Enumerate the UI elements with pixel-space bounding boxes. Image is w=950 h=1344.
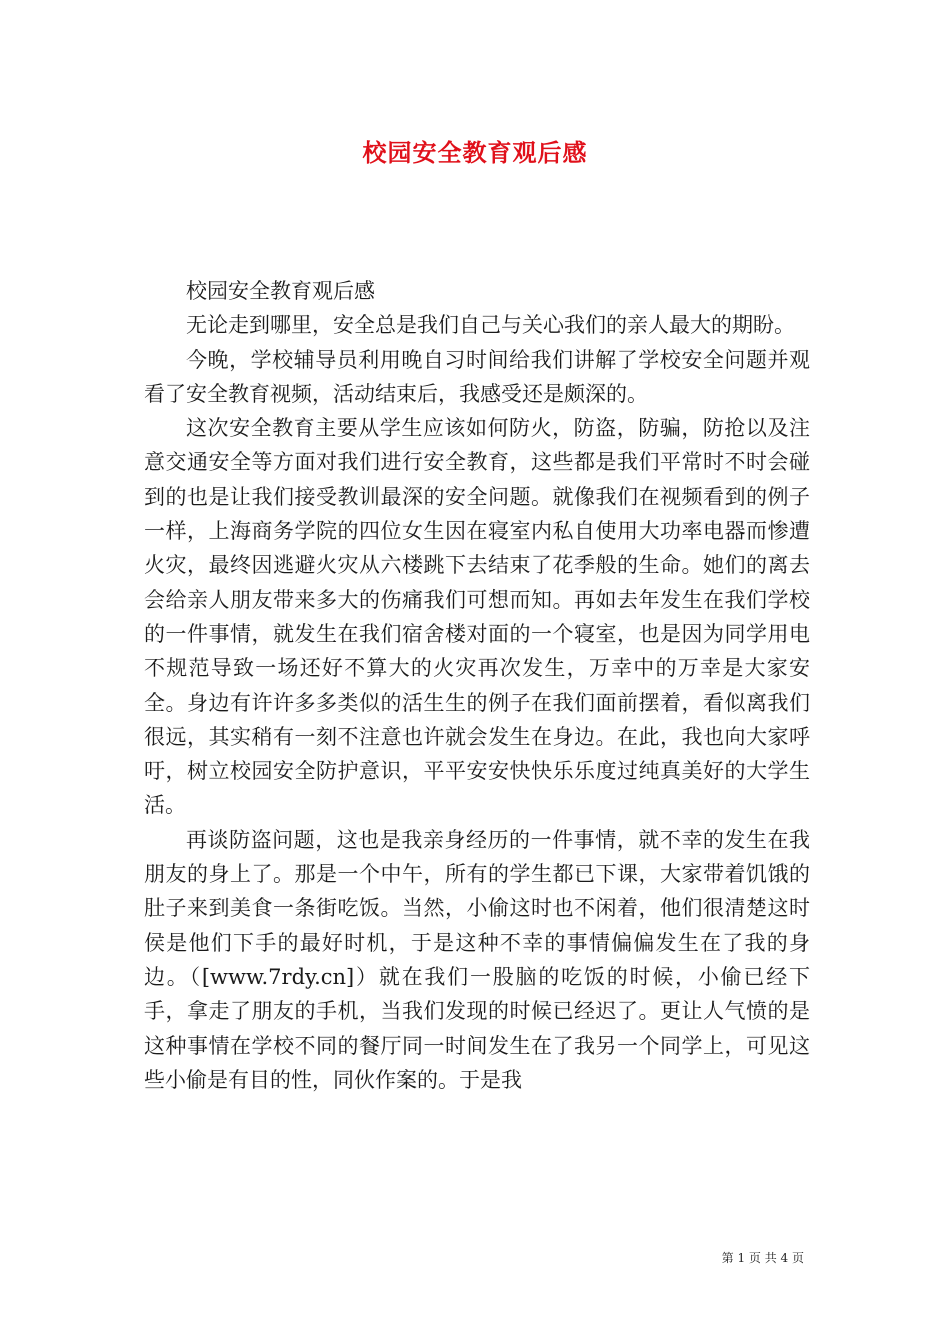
page-number-footer: 第 1 页 共 4 页 <box>721 1251 804 1265</box>
document-title: 校园安全教育观后感 <box>362 138 588 167</box>
body-paragraph: 再谈防盗问题，这也是我亲身经历的一件事情，就不幸的发生在我朋友的身上了。那是一个中午，所有的学生都已下课，大家带着饥饿的肚子来到美食一条街吃饭。当然，小偷这时也不闲着，他们很清楚这时侯是他们下手的最好时机，于是这种不幸的事情偏偏发生在了我的身边。（[www.7rdy.cn]）就在我们一股脑的吃饭的时候，小偷已经下手，拿走了朋友的手机，当我们发现的时候已经迟了。更让人气愤的是这种事情在学校不同的餐厅同一时间发生在了我另一个同学上，可见这些小偷是有目的性，同伙作案的。于是我 <box>144 827 810 1092</box>
document-body <box>144 274 810 1097</box>
body-heading-paragraph: 校园安全教育观后感 <box>186 279 375 303</box>
body-paragraph: 今晚，学校辅导员利用晚自习时间给我们讲解了学校安全问题并观看了安全教育视频，活动结束后，我感受还是颇深的。 <box>144 347 810 406</box>
body-paragraph: 无论走到哪里，安全总是我们自己与关心我们的亲人最大的期盼。 <box>186 313 795 338</box>
body-paragraph: 这次安全教育主要从学生应该如何防火，防盗，防骗，防抢以及注意交通安全等方面对我们进行安全教育，这些都是我们平常时不时会碰到的也是让我们接受教训最深的安全问题。就像我们在视频看到的例子一样，上海商务学院的四位女生因在寝室内私自使用大功率电器而惨遭火灾，最终因逃避火灾从六楼跳下去结束了花季般的生命。她们的离去会给亲人朋友带来多大的伤痛我们可想而知。再如去年发生在我们学校的一件事情，就发生在我们宿舍楼对面的一个寝室，也是因为同学用电不规范导致一场还好不算大的火灾再次发生，万幸中的万幸是大家安全。身边有许许多多类似的活生生的例子在我们面前摆着，看似离我们很远，其实稍有一刻不注意也许就会发生在身边。在此，我也向大家呼吁，树立校园安全防护意识，平平安安快快乐乐度过纯真美好的大学生活。 <box>144 416 810 818</box>
